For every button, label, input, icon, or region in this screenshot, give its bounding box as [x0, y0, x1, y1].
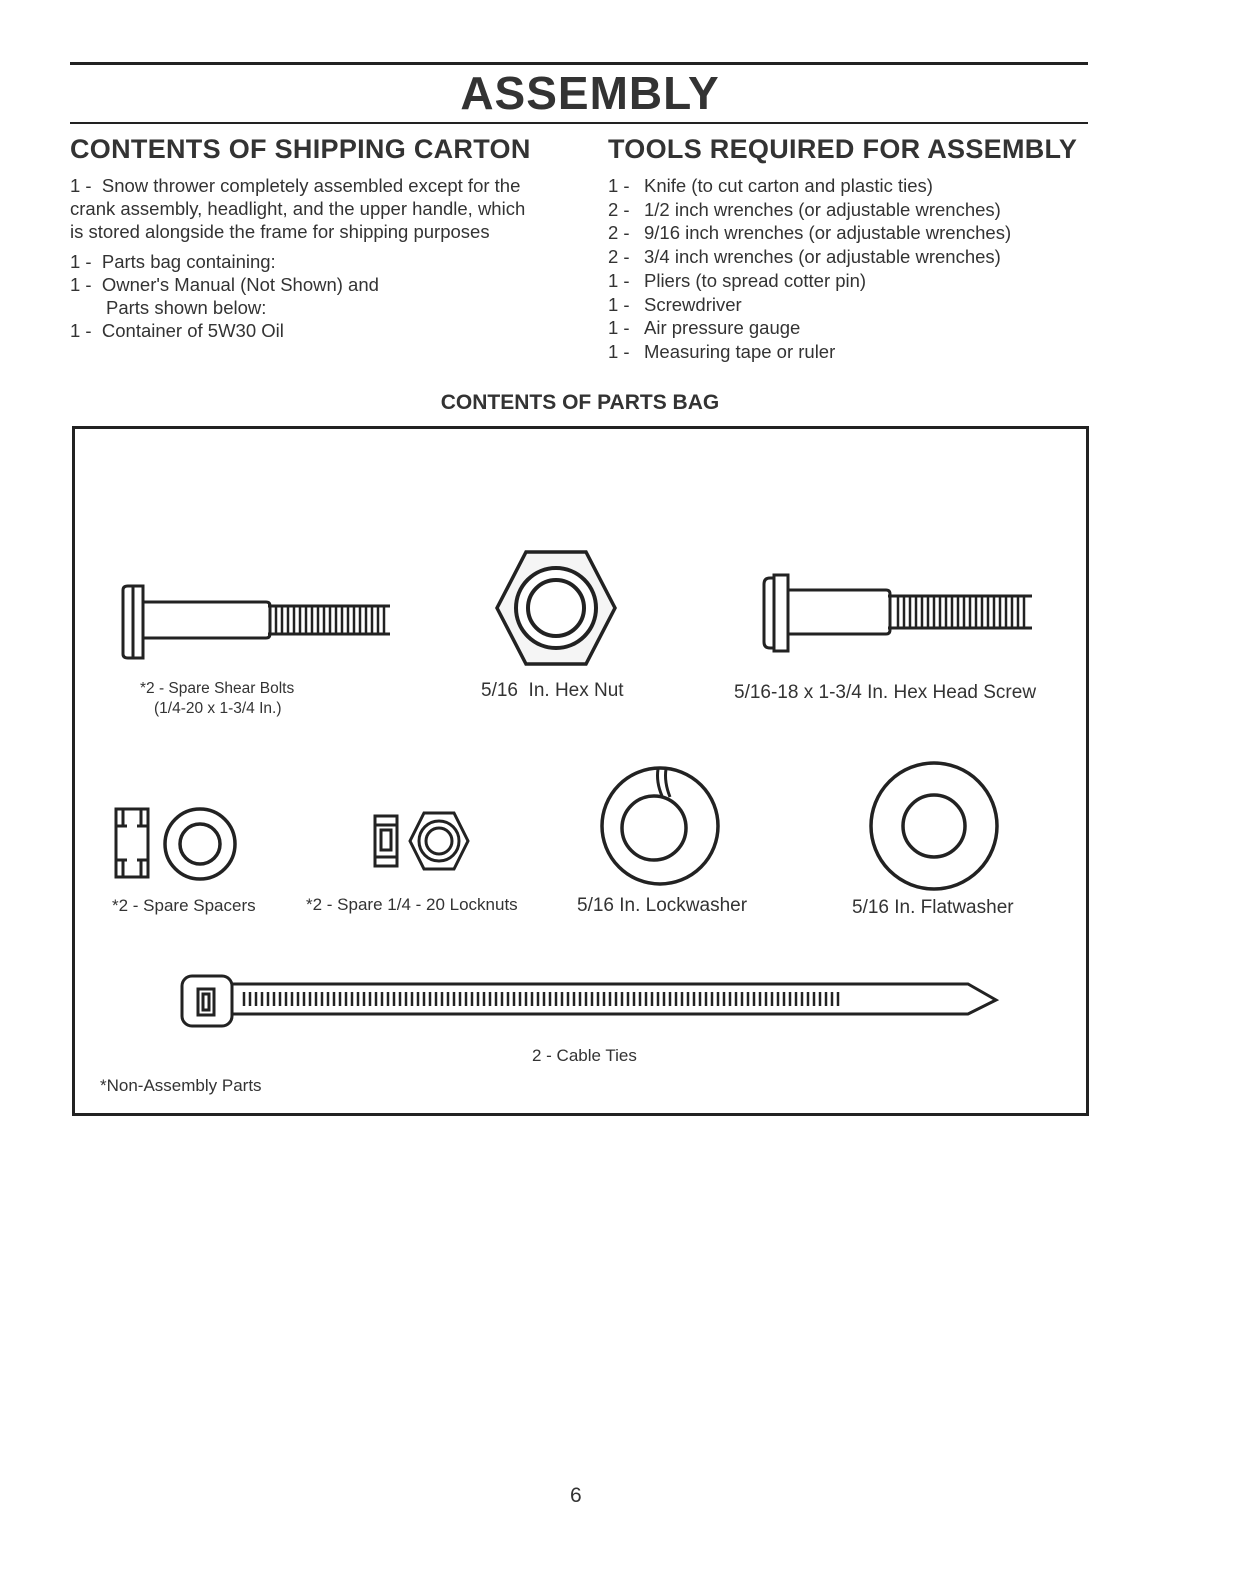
tool-item: 1 - Screwdriver [608, 293, 742, 315]
shipping-item-1: 1 - Snow thrower completely assembled except for the [70, 175, 521, 196]
flatwasher-caption: 5/16 In. Flatwasher [852, 897, 1014, 918]
locknut-side-icon [372, 813, 402, 869]
shipping-item-1-line3: is stored alongside the frame for shipping purposes [70, 221, 490, 242]
shipping-heading: CONTENTS OF SHIPPING CARTON [70, 134, 531, 164]
locknut-face-icon [407, 810, 471, 872]
hex-nut-icon [493, 548, 619, 668]
tool-item: 2 - 3/4 inch wrenches (or adjustable wrenches) [608, 246, 1001, 268]
shear-bolts-caption: *2 - Spare Shear Bolts (1/4-20 x 1-3/4 In.) [140, 680, 295, 717]
shipping-item-3-line2: Parts shown below: [106, 297, 267, 318]
shear-bolt-icon [118, 582, 393, 662]
shipping-item-4: 1 - Container of 5W30 Oil [70, 320, 284, 341]
tool-item: 1 - Air pressure gauge [608, 317, 801, 339]
cable-tie-icon [178, 970, 1003, 1030]
shipping-list [70, 174, 570, 342]
spacer-face-icon [160, 806, 240, 886]
tool-item: 1 - Pliers (to spread cotter pin) [608, 269, 867, 291]
lockwasher-caption: 5/16 In. Lockwasher [577, 895, 748, 916]
tools-list [608, 174, 1078, 364]
page-number: 6 [570, 1484, 582, 1507]
hex-nut-caption: 5/16 In. Hex Nut [481, 680, 624, 701]
tool-item: 1 - Measuring tape or ruler [608, 340, 836, 362]
spacers-caption: *2 - Spare Spacers [112, 896, 256, 915]
tool-item: 2 - 1/2 inch wrenches (or adjustable wrenches) [608, 198, 1001, 220]
parts-bag-heading: CONTENTS OF PARTS BAG [440, 391, 720, 414]
locknuts-caption: *2 - Spare 1/4 - 20 Locknuts [306, 895, 518, 914]
page-title: ASSEMBLY [460, 67, 720, 119]
tools-heading: TOOLS REQUIRED FOR ASSEMBLY [608, 134, 1078, 164]
top-rule [70, 62, 1088, 65]
shipping-item-3: 1 - Owner's Manual (Not Shown) and [70, 274, 379, 295]
flatwasher-icon [867, 759, 1001, 893]
shipping-item-1-line2: crank assembly, headlight, and the upper handle, which [70, 198, 526, 219]
tool-item: 1 - Knife (to cut carton and plastic ties) [608, 175, 933, 196]
hex-screw-caption: 5/16-18 x 1-3/4 In. Hex Head Screw [734, 682, 1037, 703]
lockwasher-icon [598, 764, 722, 888]
shipping-item-2: 1 - Parts bag containing: [70, 251, 276, 272]
title-underline [70, 122, 1088, 124]
cable-ties-caption: 2 - Cable Ties [532, 1046, 637, 1065]
hex-head-screw-icon [760, 572, 1035, 654]
spacer-side-icon [113, 806, 153, 880]
non-assembly-footnote: *Non-Assembly Parts [100, 1076, 262, 1095]
tool-item: 2 - 9/16 inch wrenches (or adjustable wrenches) [608, 222, 1012, 244]
